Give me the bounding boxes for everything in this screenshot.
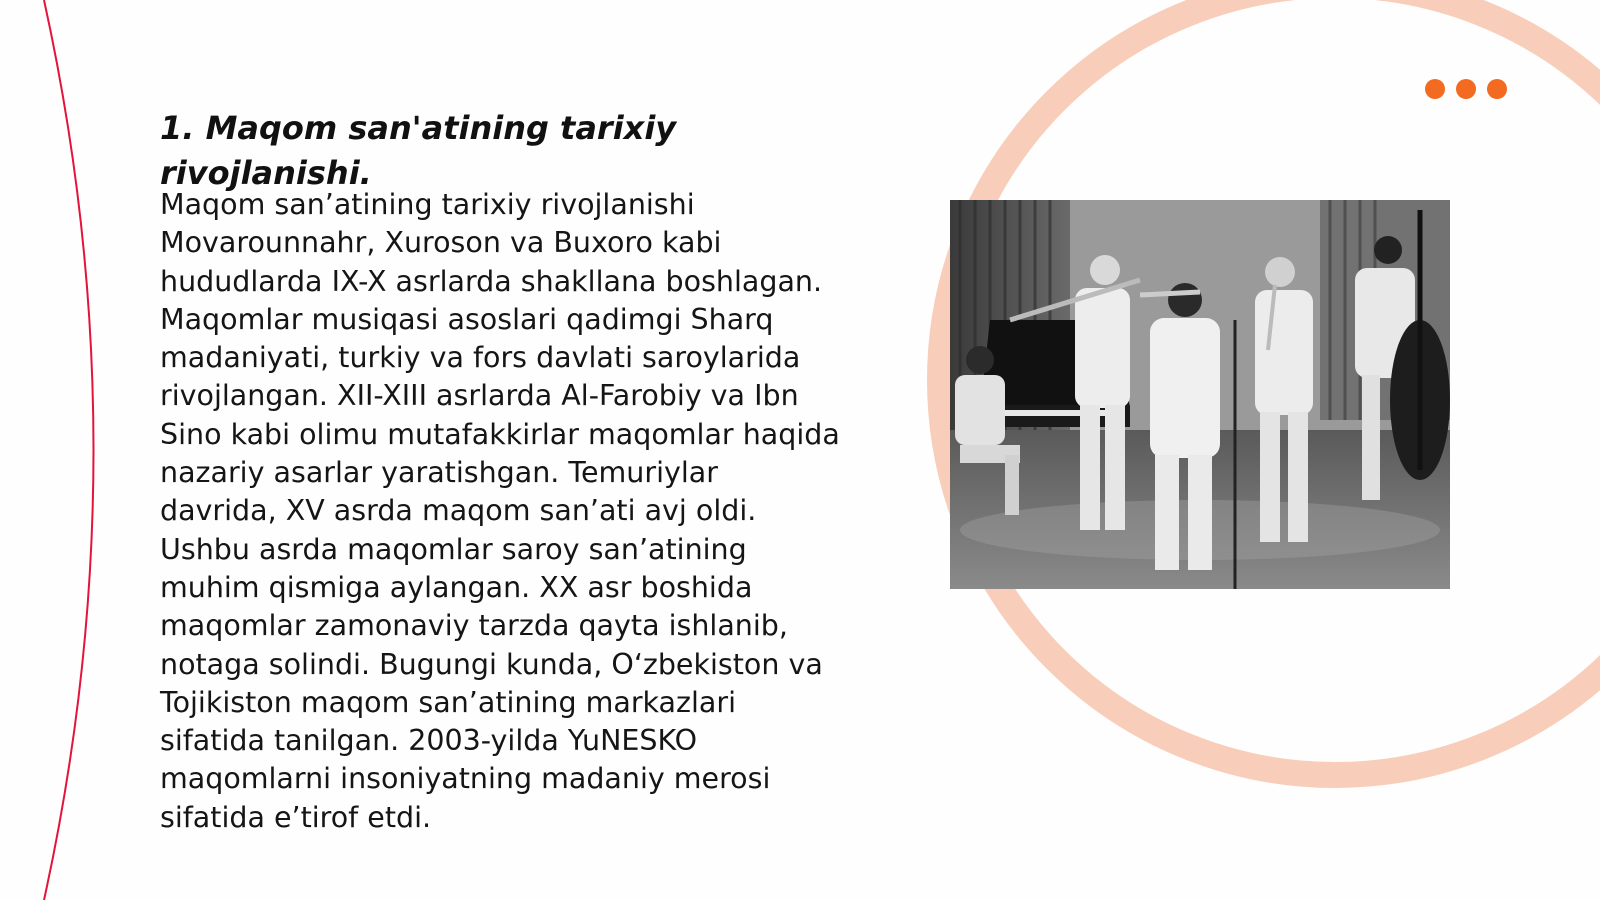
dots-decoration <box>1425 79 1507 99</box>
band-photo <box>950 200 1450 589</box>
dot <box>1425 79 1445 99</box>
dot <box>1456 79 1476 99</box>
slide-body-text: Maqom san’atining tarixiy rivojlanishi Movarounnahr, Xuroson va Buxoro kabi hududlarda IX-X asrlarda shakllana boshlagan. Maqomlar musiqasi asoslari qadimgi Sharq madaniyati, turkiy va fors davlati saroylarida rivojlangan. XII-XIII asrlarda Al-Farobiy va Ibn Sino kabi olimu mutafakkirlar maqomlar haqida nazariy asarlar yaratishgan. Temuriylar davrida, XV asrda maqom san’ati avj oldi. Ushbu asrda maqomlar saroy san’atining muhim qismiga aylangan. XX asr boshida maqomlar zamonaviy tarzda qayta ishlanib, notaga solindi. Bugungi kunda, O‘zbekiston va Tojikiston maqom san’atining markazlari sifatida tanilgan. 2003-yilda YuNESKO maqomlarni insoniyatning madaniy merosi sifatida e’tirof etdi. <box>160 188 840 834</box>
slide-title: 1. Maqom san'atining tarixiy rivojlanishi. <box>160 109 677 192</box>
dot <box>1487 79 1507 99</box>
left-curve-line <box>44 0 94 900</box>
band-photo-icon <box>950 200 1450 589</box>
